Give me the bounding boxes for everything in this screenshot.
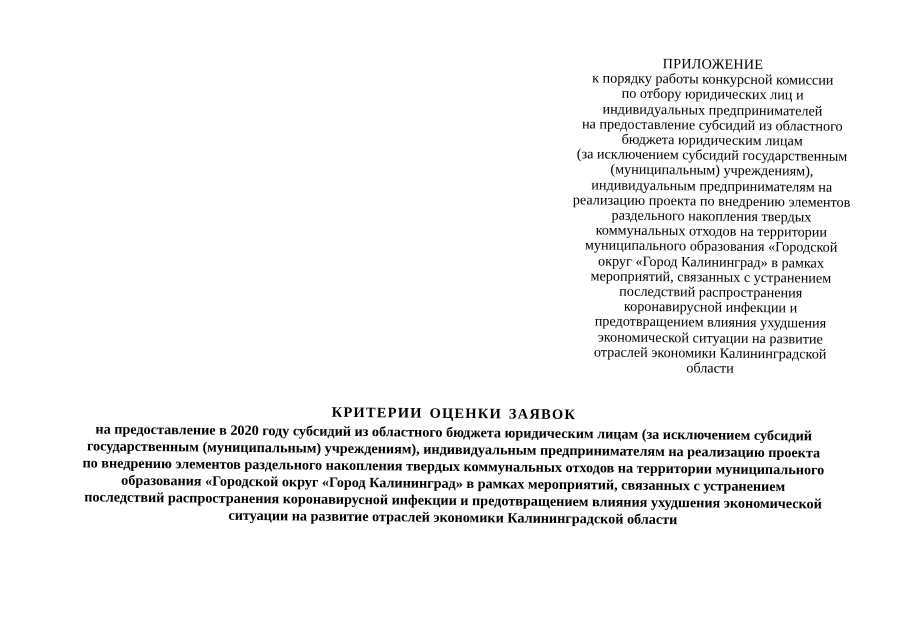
appendix-line: индивидуальным предпринимателям на (591, 177, 833, 196)
appendix-line: области (686, 360, 734, 377)
appendix-line: индивидуальных предпринимателей (602, 101, 823, 120)
appendix-line: муниципального образования «Городской (584, 237, 838, 257)
criteria-line: на предоставление в 2020 году субсидий из областного бюджета юридическим лицам (за исключением субсидий (95, 421, 813, 445)
criteria-line: образования «Городской округ «Город Калининград» в рамках мероприятий, связанных с устранением (121, 472, 786, 496)
criteria-line: государственным (муниципальным) учреждениям), индивидуальным предпринимателям на реализацию проекта (86, 438, 821, 462)
appendix-line: экономической ситуации на развитие (597, 329, 823, 348)
criteria-line: последствий распространения коронавирусной инфекции и предотвращением влияния ухудшения экономической (84, 489, 822, 513)
appendix-line: по отбору юридических лиц и (621, 86, 804, 104)
appendix-line: мероприятий, связанных с устранением (590, 268, 832, 287)
appendix-line: предотвращением влияния ухудшения (594, 313, 827, 333)
appendix-line: отраслей экономики Калининградской (593, 344, 827, 363)
appendix-line: на предоставление субсидий из областного (581, 116, 843, 135)
appendix-line: к порядку работы конкурсной комиссии (592, 70, 834, 89)
criteria-block (43, 401, 864, 531)
criteria-line: по внедрению элементов раздельного накопления твердых коммунальных отходов на территории муниципального (82, 455, 825, 479)
appendix-line: последствий распространения (619, 283, 803, 302)
criteria-line: ситуации на развитие отраслей экономики Калининградской области (228, 507, 678, 529)
appendix-heading: ПРИЛОЖЕНИЕ (662, 56, 764, 74)
appendix-line: реализацию проекта по внедрению элементов (572, 192, 851, 211)
appendix-line: коммунальных отходов на территории (595, 222, 828, 241)
appendix-line: округ «Город Калининград» в рамках (597, 253, 825, 272)
appendix-line: бюджета юридическим лицам (621, 131, 803, 150)
appendix-line: коронавирусной инфекции и (623, 298, 798, 317)
appendix-line: (муниципальным) учреждениям), (610, 162, 814, 180)
appendix-block (545, 56, 878, 378)
appendix-line: раздельного накопления твердых (611, 207, 812, 226)
appendix-line: (за исключением субсидий государственным (576, 146, 848, 166)
criteria-title: КРИТЕРИИ ОЦЕНКИ ЗАЯВОК (331, 404, 577, 424)
